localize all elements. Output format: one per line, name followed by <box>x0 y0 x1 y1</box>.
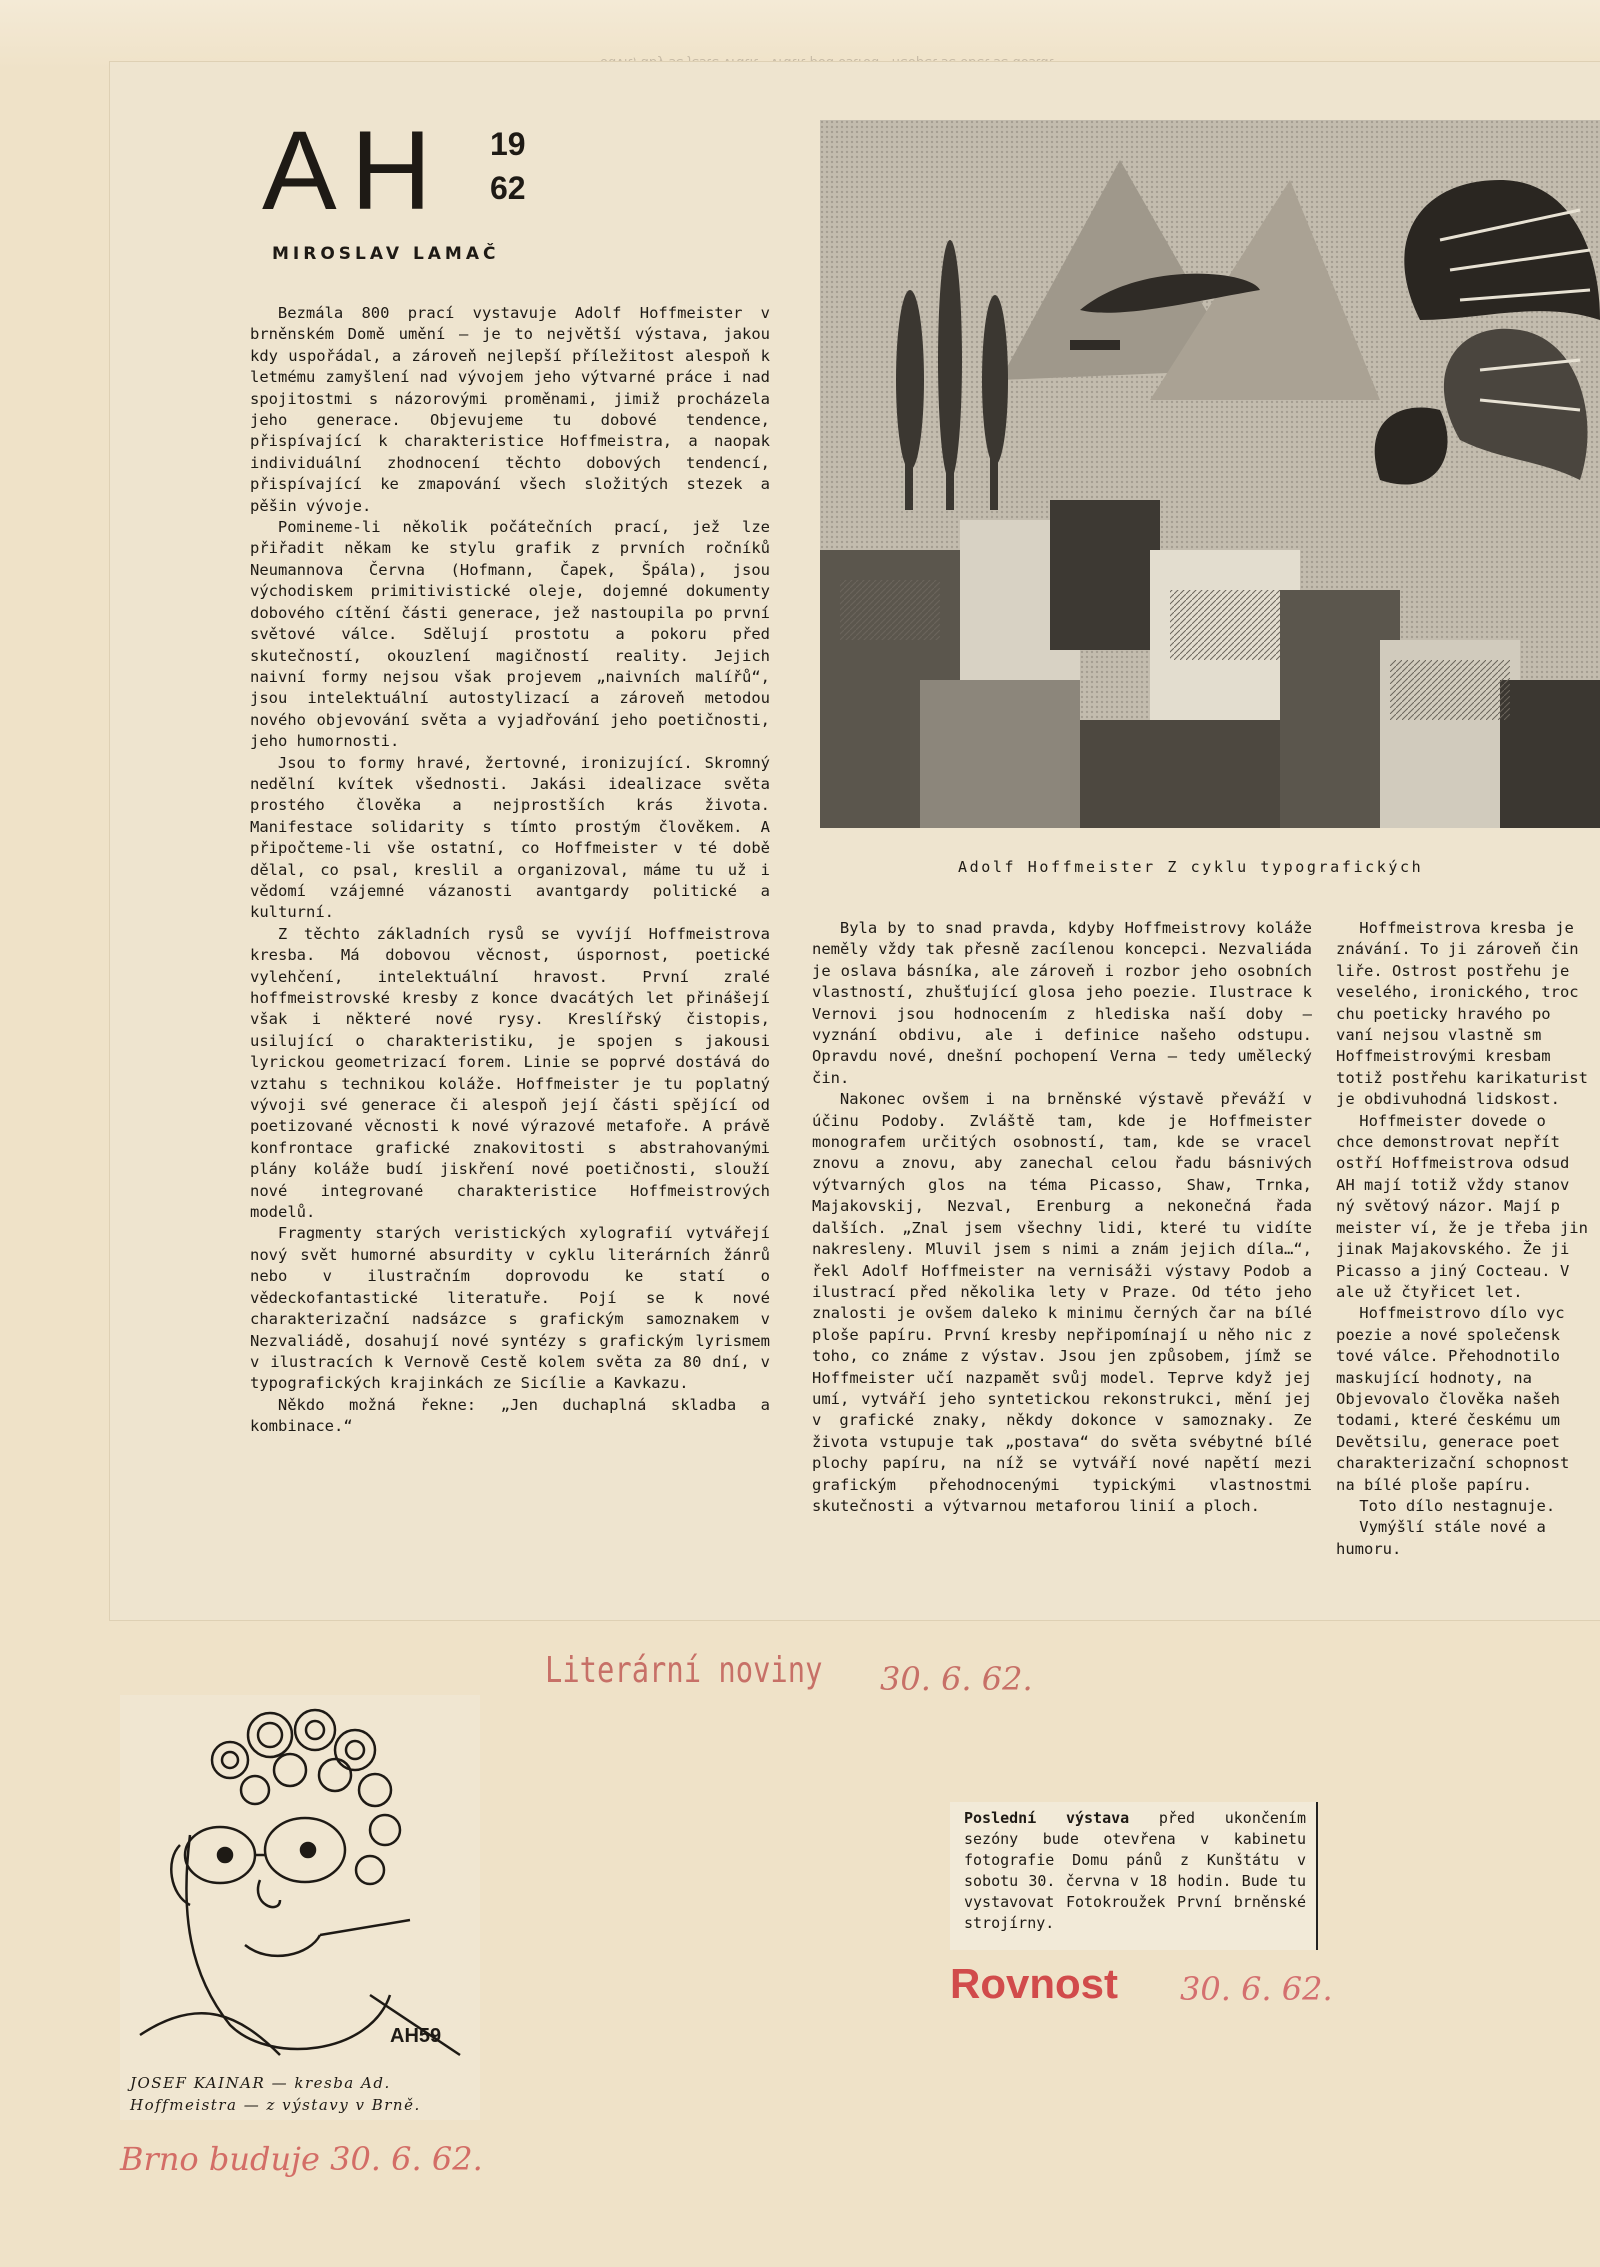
handwritten-date: 30. 6. 62. <box>880 1660 1033 1698</box>
article-year: 19 62 <box>490 126 526 206</box>
paragraph: Pomineme-li několik počátečních prací, jež lze přiřadit někam ke stylu grafik z prvních ročníků Neumannova Června (Hofmann, Čapek, Špála), jsou východiskem primitivistické oleje, dojemné dokumenty dobového cítění části generace, jež nastoupila po první světové válce. Sdělují prostotu a pokoru před skutečností, okouzlení magičností reality. Jejich naivní formy nejsou však projevem „naivních malířů“, jsou intelektuální autostylizací a zároveň metodou nového objevování světa a vyjadřování jeho poetičnosti, jeho humornosti. <box>250 518 770 751</box>
article-title: AH <box>262 108 446 233</box>
author-byline: MIROSLAV LAMAČ <box>272 244 500 264</box>
artist-signature: AH59 <box>390 2025 442 2047</box>
handwritten-date: 30. 6. 62. <box>1180 1970 1333 2008</box>
paragraph: Bezmála 800 prací vystavuje Adolf Hoffmeister v brněnském Domě umění — je to největší výstava, jakou kdy uspořádal, a zároveň nejlepší příležitost alespoň k letmému zamyšlení nad vývojem jeho výtvarné práce i nad spojitostmi s názorovými proměnami, jimiž procházela jeho generace. Objevujeme tu dobové tendence, přispívající k charakteristice Hoffmeistra, a naopak individuální zhodnocení těchto dobových tendencí, přispívající ke zmapování všech složitých stezek a pěšin vývoje. <box>250 304 770 515</box>
notice-headline: Poslední výstava <box>964 1809 1130 1827</box>
paragraph: Někdo možná řekne: „Jen duchaplná skladba a kombinace.“ <box>250 1395 770 1436</box>
article-column-1 <box>250 303 770 1438</box>
caricature-drawing <box>120 1695 480 2120</box>
article-column-2 <box>812 918 1312 1517</box>
paragraph: Nakonec ovšem i na brněnské výstavě převáží v účinu Podoby. Zvláště tam, kde je Hoffmeister monografem určitých osobností, tam, kde se vracel znovu a znovu, aby zanechal celou řadu básnivých výtvarných glos na téma Picasso, Shaw, Trnka, Majakovskij, Nezval, Erenburg a nekonečná řada dalších. „Znal jsem všechny lidi, které tu vidíte nakresleny. Mluvil jsem s nimi a znám jejich díla…“, řekl Adolf Hoffmeister na vernisáži výstavy Podob a ilustrací před několika lety v Praze. Od této jeho znalosti je ovšem daleko k minimu černých čar na bílé ploše papíru. První kresby nepřipomínají u něho nic z toho, co známe z výstav. Jsou jen způsobem, jímž se Hoffmeister učí nazpamět svůj model. Teprve když jej umí, vytváří jeho syntetickou rekonstrukci, mění jej v grafické znaky, někdy dokonce v samoznaky. Ze života vstupuje tak „postava“ do světa svébytné bílé plochy papíru, na níž se vytváří nové napětí mezi grafickým přehodnocenými typickými vlastnostmi skutečnosti a výtvarnou metaforou linií a ploch. <box>812 1090 1312 1515</box>
typographic-landscape-illustration <box>820 120 1600 828</box>
exhibition-notice <box>950 1802 1318 1950</box>
illustration-caption: Adolf Hoffmeister Z cyklu typografických <box>958 858 1424 876</box>
paragraph: Z těchto základních rysů se vyvíjí Hoffmeistrova kresba. Má dobovou věcnost, úspornost, poetické vylehčení, intelektuální hravost. První zralé hoffmeistrovské kresby z konce dvacátých let přinášejí však i některé nové rysy. Kreslířský čistopis, usilující o charakteristiku, je spojen s jakousi lyrickou geometrizací forem. Linie se poprvé dostává do vztahu s technikou koláže. Hoffmeister je tu poplatný vývoji své generace či alespoň její části spějící od poetizované věcnosti k nové výrazové metafoře. A právě konfrontace grafické znakovitosti s abstrahovanými plány koláže budí jiskření nové poetičnosti, slouží nové integrované charakteristice Hoffmeistrových modelů. <box>250 924 770 1222</box>
article-column-3-cropped: Hoffmeistrova kresba je znávání. To ji zároveň čin liře. Ostrost postřehu je veselého, ironického, troc chu poeticky hravého po vaní nejsou vlastně sm Hoffmeistrovými kresbam totiž postřehu karikaturist je obdivuhodná lidskost. Hoffmeister dovede o chce demonstrovat nepřít ostří Hoffmeistrova odsud AH mají totiž vždy stanov ný světový názor. Mají p meister ví, že je třeba jin jinak Majakovského. Že ji Picasso a jiný Cocteau. V ale už čtyřicet let. Hoffmeistrovo dílo vyc poezie a nové společensk tové válce. Přehodnotilo maskující hodnoty, na Objevovalo člověka našeh todami, které českému um Devětsilu, generace poet charakterizační schopnost na bílé ploše papíru. Toto dílo nestagnuje. Vymýšlí stále nové a humoru. <box>1336 919 1588 1558</box>
notice-text: před ukončením sezóny bude otevřena v kabinetu fotografie Domu pánů z Kunštátu v sobotu 30. června v 18 hodin. Bude tu vystavovat Fotokroužek První brněnské strojírny. <box>964 1809 1306 1932</box>
source-stamp-literarni-noviny: Literární noviny <box>545 1650 823 1691</box>
caricature-caption: JOSEF KAINAR — kresba Ad. Hoffmeistra — z výstavy v Brně. <box>130 2074 421 2114</box>
paragraph: Byla by to snad pravda, kdyby Hoffmeistrovy koláže neměly vždy tak přesně zacílenou koncepci. Nezvaliáda je oslava básníka, ale zároveň i rozbor jeho osobních vlastností, zhušťující glosa jeho poezie. Ilustrace k Vernovi jsou hodnocením z hlediska naší doby — vyznání obdivu, ale i definice našeho odstupu. Opravdu nové, dnešní pochopení Verna — tedy umělecký čin. <box>812 919 1312 1087</box>
handwritten-source-brno-buduje: Brno buduje 30. 6. 62. <box>120 2140 483 2178</box>
paragraph: Fragmenty starých veristických xylografií vytvářejí nový svět humorné absurdity v cyklu literárních žánrů nebo v ilustračním doprovodu ke statí o vědeckofantastické literatuře. Pojí se k nové charakterizační nadsázce s grafickým samoznakem v Nezvaliádě, dosahují nové syntézy s grafickým lyrismem v ilustracích k Vernově Cestě kolem světa za 80 dní, v typografických krajinkách ze Sicílie a Kavkazu. <box>250 1224 770 1393</box>
paragraph: Jsou to formy hravé, žertovné, ironizující. Skromný nedělní kvítek všednosti. Jakási idealizace světa prostého člověka a nejprostších krás života. Manifestace solidarity s tímto prostým člověkem. A připočteme-li vše ostatní, co Hoffmeister v té době dělal, co psal, kreslil a organizoval, máme tu už i vědomí vzájemné vázanosti avantgardy politické a kulturní. <box>250 753 770 922</box>
source-stamp-rovnost: Rovnost <box>950 1960 1118 2007</box>
